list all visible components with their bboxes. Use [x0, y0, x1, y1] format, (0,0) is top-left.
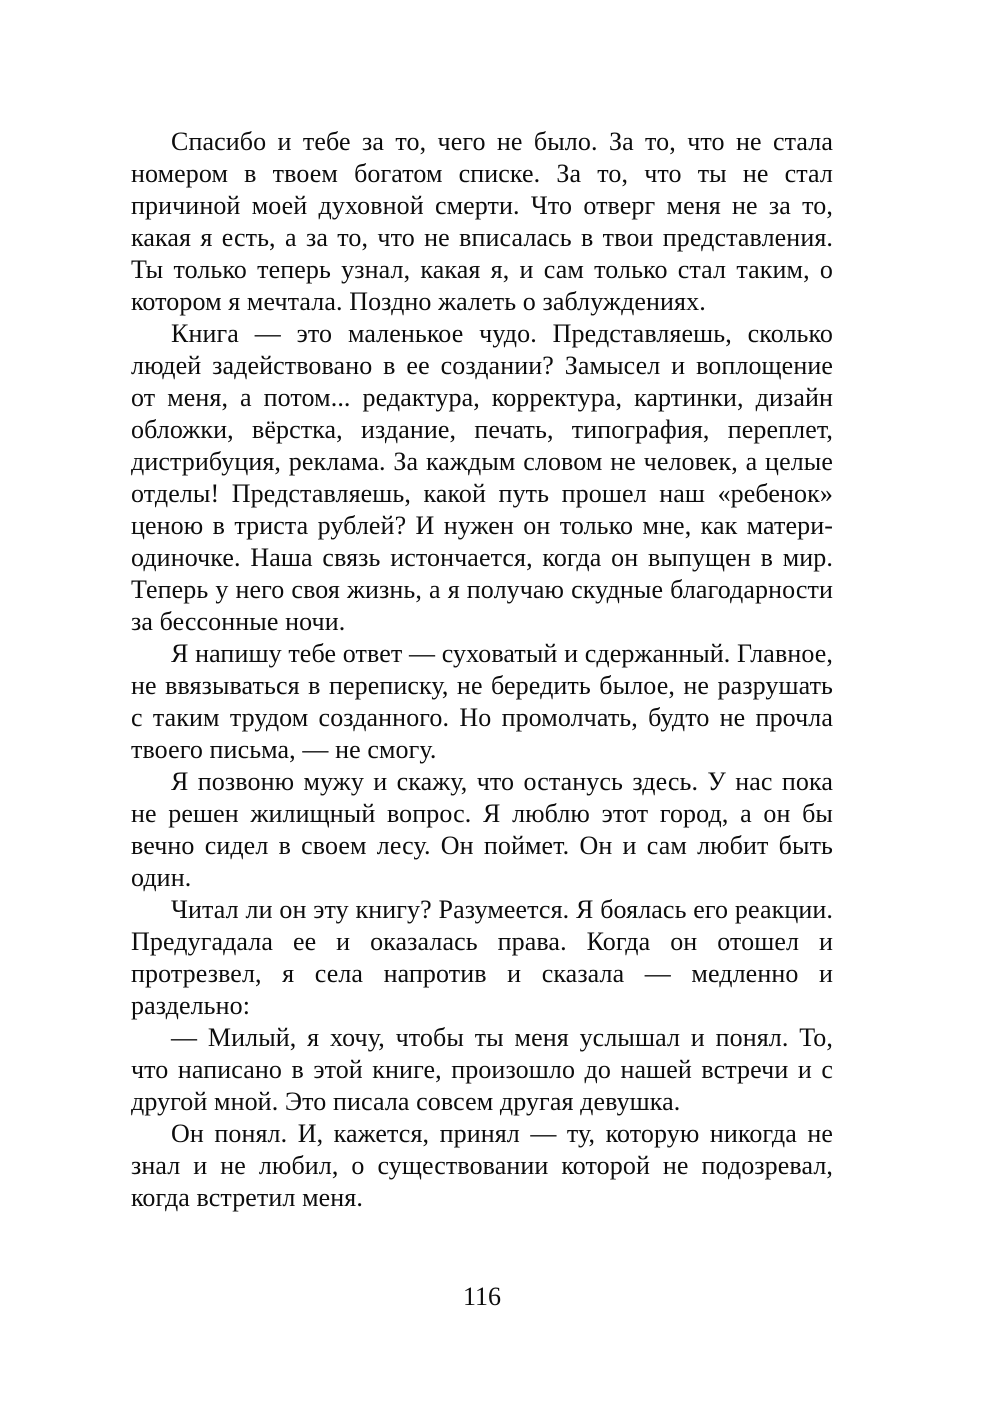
paragraph-4: Я позвоню мужу и скажу, что останусь здесь. У нас пока не решен жилищный вопрос. Я люблю этот город, а он бы вечно сидел в своем лесу. Он поймет. Он и сам любит быть один. — [131, 767, 833, 892]
paragraph-1: Спасибо и тебе за то, чего не было. За то, что не стала номером в твоем богатом списке. За то, что ты не стал причиной моей духовной смерти. Что отверг меня не за то, какая я есть, а за то, что не вписалась в твои представления. Ты только теперь узнал, какая я, и сам только стал таким, о котором я мечтала. Поздно жалеть о заблуждениях. — [131, 127, 833, 316]
page-number: 116 — [462, 1282, 502, 1311]
paragraph-3: Я напишу тебе ответ — суховатый и сдержанный. Главное, не ввязываться в переписку, не бередить былое, не разрушать с таким трудом созданного. Но промолчать, будто не прочла твоего письма, — не смогу. — [131, 639, 833, 764]
paragraph-2: Книга — это маленькое чудо. Представляешь, сколько людей задействовано в ее создании? Замысел и воплощение от меня, а потом... редактура, корректура, картинки, дизайн обложки, вёрстка, издание, печать, типография, переплет, дистрибуция, реклама. За каждым словом не человек, а целые отделы! Представляешь, какой путь прошел наш «ребенок» ценою в триста рублей? И нужен он только мне, как матери-одиночке. Наша связь истончается, когда он выпущен в мир. Теперь у него своя жизнь, а я получаю скудные благодарности за бессонные ночи. — [131, 319, 833, 636]
paragraph-6-dialogue: — Милый, я хочу, чтобы ты меня услышал и понял. То, что написано в этой книге, произошло до нашей встречи и с другой мной. Это писала совсем другая девушка. — [131, 1023, 833, 1116]
paragraph-7: Он понял. И, кажется, принял — ту, которую никогда не знал и не любил, о существовании которой не подозревал, когда встретил меня. — [131, 1119, 833, 1212]
paragraph-5: Читал ли он эту книгу? Разумеется. Я боялась его реакции. Предугадала ее и оказалась права. Когда он отошел и протрезвел, я села напротив и сказала — медленно и раздельно: — [131, 895, 833, 1020]
page-text-block — [131, 126, 833, 1214]
